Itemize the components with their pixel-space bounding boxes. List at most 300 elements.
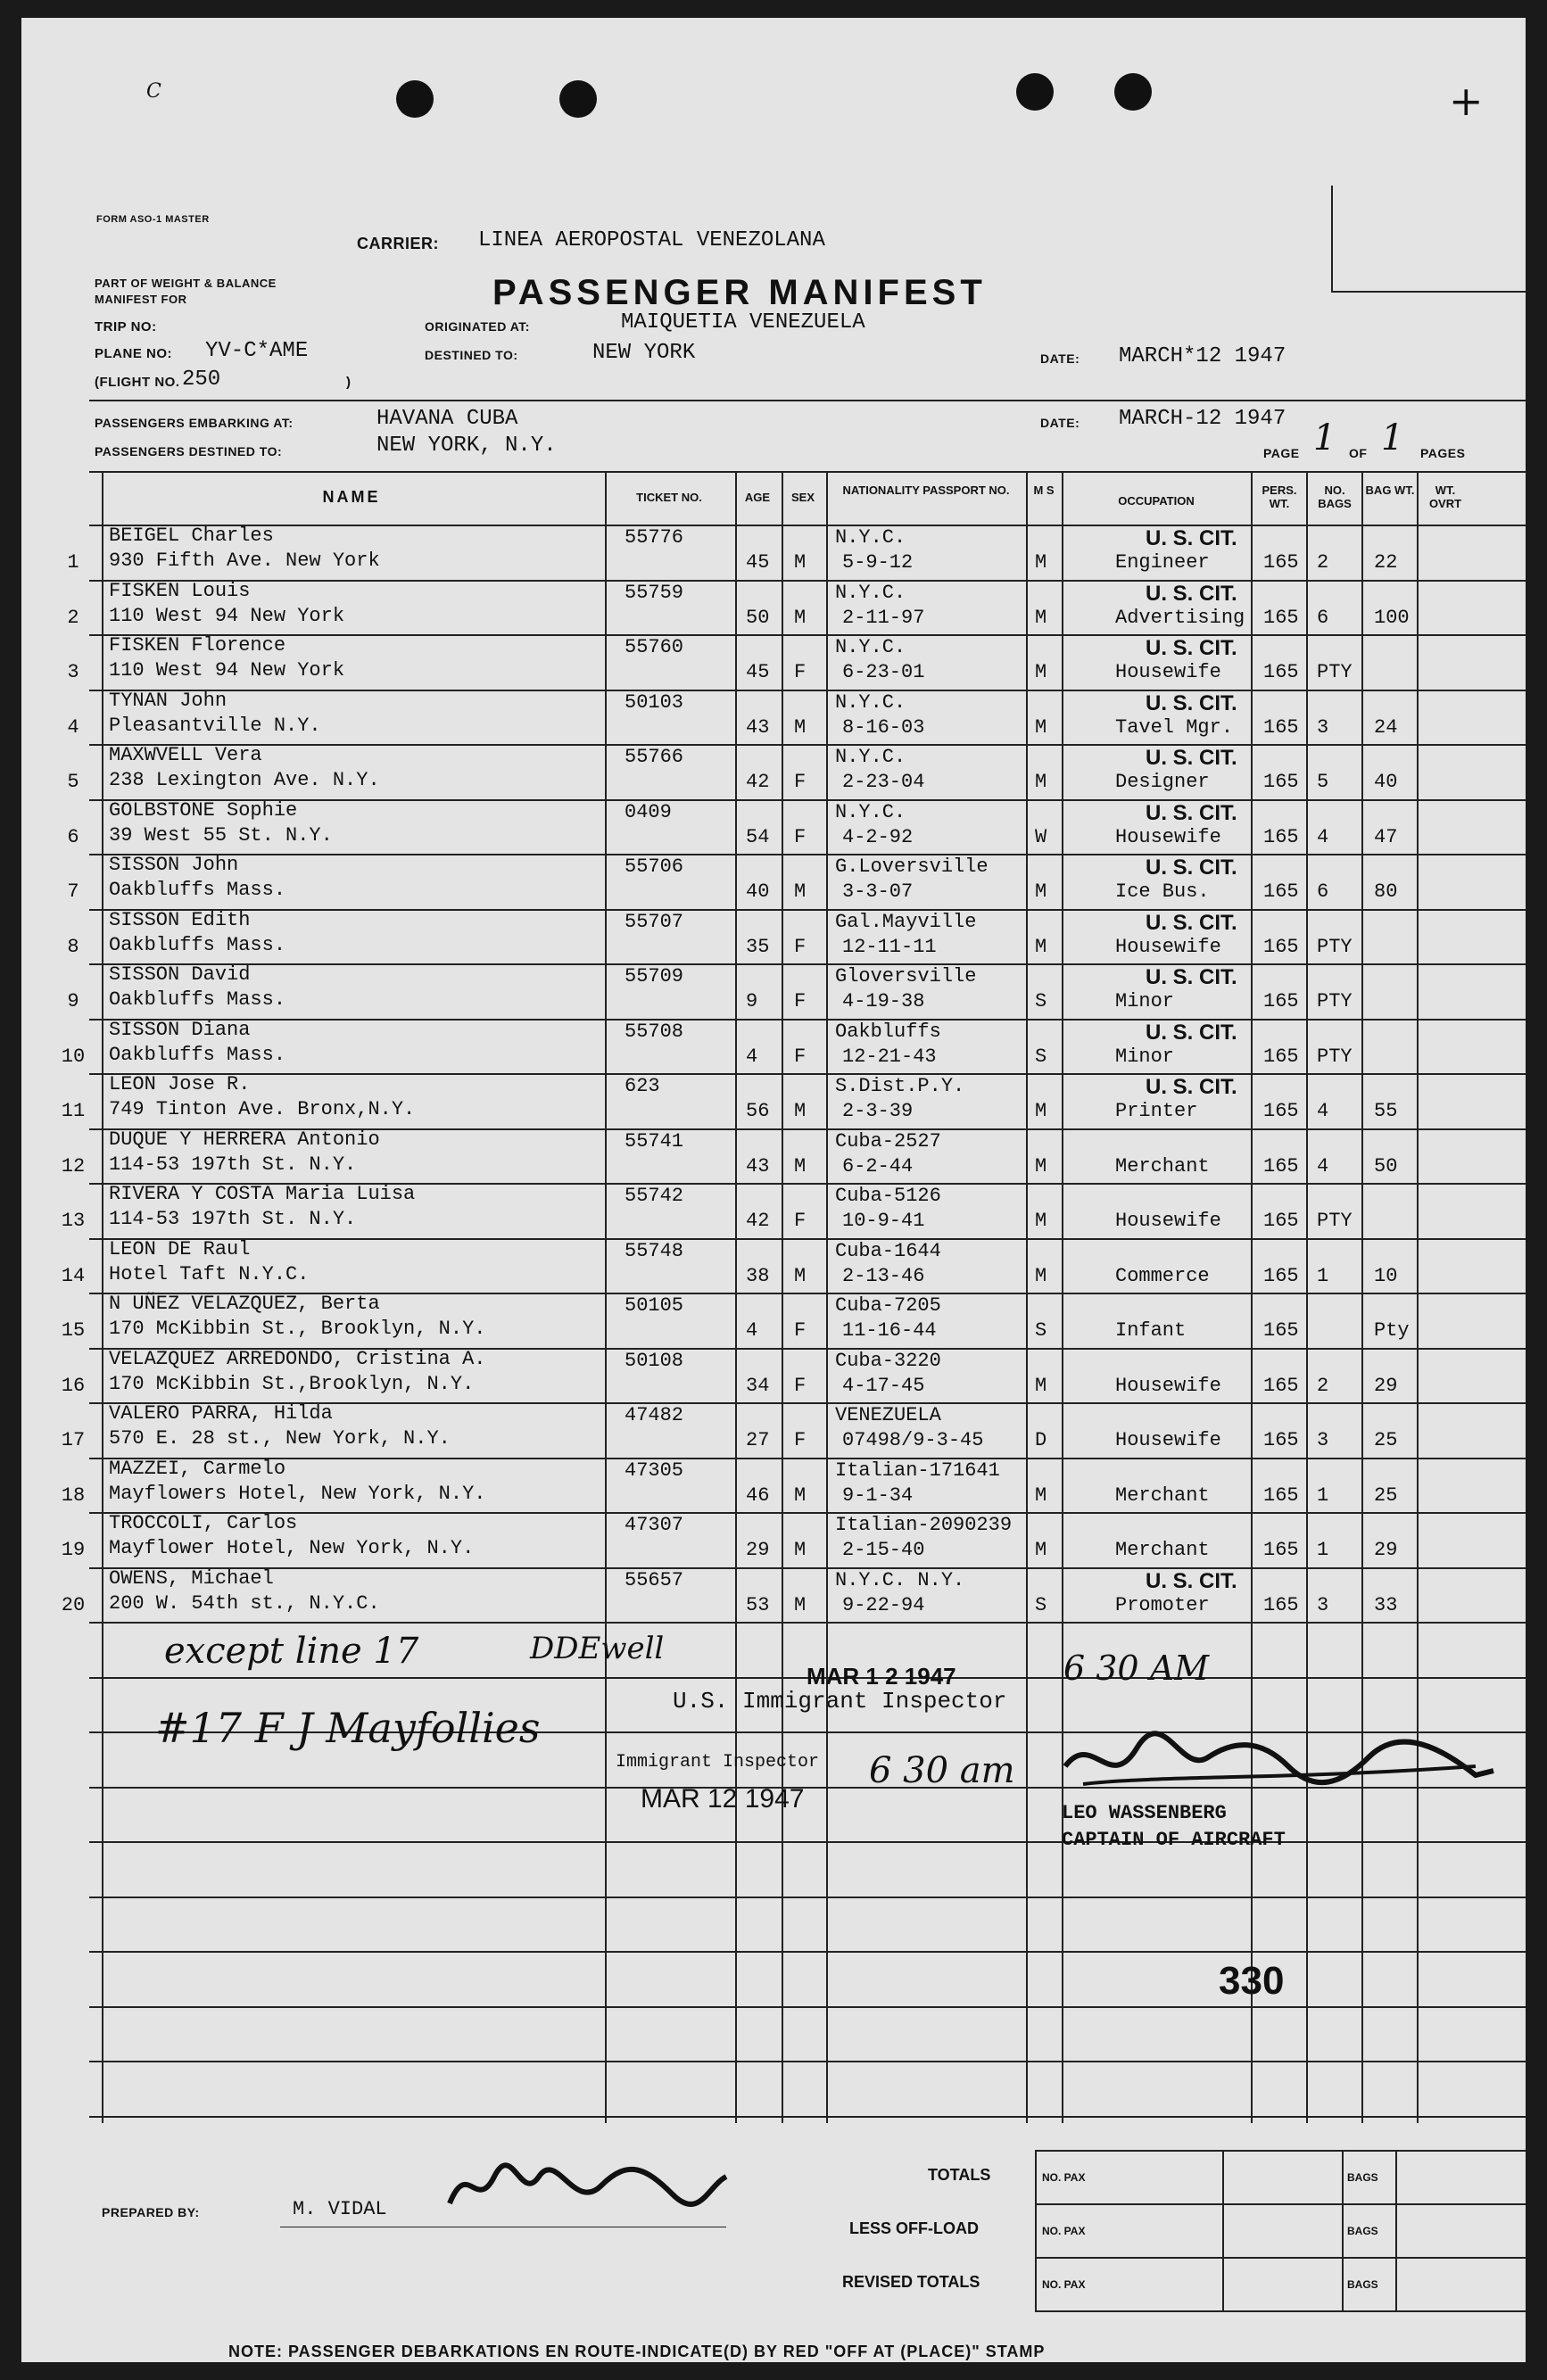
date2-label: DATE: — [1040, 416, 1080, 430]
table-row-rule — [89, 1458, 1526, 1459]
stamp-time: 6 30 AM — [1063, 1649, 1210, 1688]
bag-weight: 25 — [1374, 1484, 1398, 1507]
passenger-name: N UÑEZ VELAZQUEZ, Berta — [109, 1293, 380, 1315]
row-number: 19 — [61, 1539, 86, 1561]
passenger-address: Oakbluffs Mass. — [109, 1044, 286, 1066]
nationality: Italian-171641 — [835, 1459, 1000, 1482]
nationality: Gal.Mayville — [835, 911, 977, 933]
passenger-age: 34 — [746, 1375, 770, 1397]
passenger-age: 4 — [746, 1319, 758, 1342]
passenger-name: RIVERA Y COSTA Maria Luisa — [109, 1183, 416, 1205]
ticket-no: 55766 — [625, 746, 684, 768]
marital-status: M — [1035, 1100, 1047, 1122]
row-number: 1 — [67, 551, 79, 574]
nationality: Cuba-7205 — [835, 1294, 941, 1317]
no-pax-label: NO. PAX — [1042, 2278, 1086, 2291]
passenger-sex: F — [794, 936, 807, 958]
prepared-by: M. VIDAL — [293, 2198, 387, 2220]
page-stamp: 330 — [1219, 1959, 1285, 2003]
bags-label: BAGS — [1347, 2171, 1378, 2184]
occupation: Advertising — [1115, 607, 1245, 629]
passenger-age: 43 — [746, 1155, 770, 1178]
no-bags: 6 — [1317, 607, 1329, 629]
passenger-age: 4 — [746, 1045, 758, 1068]
passenger-sex: M — [794, 1100, 807, 1122]
passport-no: 4-2-92 — [842, 826, 914, 848]
pers-weight: 165 — [1263, 607, 1299, 629]
marital-status: S — [1035, 990, 1047, 1012]
pers-weight: 165 — [1263, 880, 1299, 903]
row-number: 6 — [67, 826, 79, 848]
passenger-address: Mayflower Hotel, New York, N.Y. — [109, 1537, 475, 1559]
nationality: N.Y.C. — [835, 526, 906, 549]
no-bags: PTY — [1317, 1210, 1353, 1232]
ticket-no: 623 — [625, 1075, 660, 1097]
pass-destined-value: NEW YORK, N.Y. — [376, 434, 557, 458]
flight-no-value: 250 — [182, 368, 221, 392]
ticket-no: 55708 — [625, 1021, 684, 1043]
bag-weight: 100 — [1374, 607, 1410, 629]
pers-weight: 165 — [1263, 1539, 1299, 1561]
bag-weight: Pty — [1374, 1319, 1410, 1342]
table-rule — [1361, 471, 1363, 2123]
bags-label: BAGS — [1347, 2225, 1378, 2237]
passenger-sex: F — [794, 1375, 807, 1397]
embarking-value: HAVANA CUBA — [376, 407, 518, 431]
row-number: 12 — [61, 1155, 86, 1178]
passenger-sex: M — [794, 1594, 807, 1616]
passenger-address: 170 McKibbin St.,Brooklyn, N.Y. — [109, 1373, 475, 1395]
occupation: Housewife — [1115, 1375, 1221, 1397]
row-number: 8 — [67, 936, 79, 958]
corner-bracket — [1331, 186, 1333, 293]
plane-no-label: PLANE NO: — [95, 346, 172, 361]
nationality: Cuba-1644 — [835, 1240, 941, 1262]
originated-value: MAIQUETIA VENEZUELA — [621, 310, 865, 335]
passport-no: 9-22-94 — [842, 1594, 925, 1616]
col-header-pers-wt: PERS. WT. — [1262, 483, 1297, 510]
marital-status: D — [1035, 1429, 1047, 1451]
table-rule — [1026, 471, 1028, 2123]
no-bags: 1 — [1317, 1539, 1329, 1561]
page-no-value: 1 — [1313, 417, 1336, 459]
no-pax-label: NO. PAX — [1042, 2171, 1086, 2184]
punch-hole — [1016, 73, 1054, 111]
citizenship-stamp: U. S. CIT. — [1146, 855, 1237, 880]
bag-weight: 24 — [1374, 716, 1398, 739]
passenger-sex: F — [794, 1319, 807, 1342]
destined-label: DESTINED TO: — [425, 348, 518, 362]
col-header-ticket: TICKET NO. — [636, 491, 702, 504]
row-number: 13 — [61, 1210, 86, 1232]
pers-weight: 165 — [1263, 1100, 1299, 1122]
pers-weight: 165 — [1263, 1319, 1299, 1342]
table-row-rule — [89, 2006, 1526, 2008]
pers-weight: 165 — [1263, 936, 1299, 958]
totals-rule — [1035, 2203, 1526, 2205]
nationality: N.Y.C. — [835, 691, 906, 714]
passenger-name: SISSON David — [109, 963, 251, 986]
table-rule — [89, 525, 1526, 526]
occupation: Promoter — [1115, 1594, 1210, 1616]
table-rule — [735, 471, 737, 2123]
passport-no: 2-3-39 — [842, 1100, 914, 1122]
flight-close: ) — [346, 375, 352, 390]
row-number: 4 — [67, 716, 79, 739]
table-row-rule — [89, 854, 1526, 855]
passenger-name: BEIGEL Charles — [109, 525, 274, 547]
passenger-address: 39 West 55 St. N.Y. — [109, 824, 333, 847]
corner-mark: + — [1449, 77, 1484, 125]
marital-status: S — [1035, 1045, 1047, 1068]
bag-weight: 29 — [1374, 1539, 1398, 1561]
table-row-rule — [89, 1897, 1526, 1898]
passenger-name: MAZZEI, Carmelo — [109, 1458, 286, 1480]
table-row-rule — [89, 580, 1526, 582]
nationality: N.Y.C. — [835, 801, 906, 823]
table-row-rule — [89, 1951, 1526, 1953]
passenger-age: 43 — [746, 716, 770, 739]
row-number: 20 — [61, 1594, 86, 1616]
passenger-age: 50 — [746, 607, 770, 629]
col-header-ms: M S — [1033, 483, 1055, 497]
stamp-time2: 6 30 am — [869, 1750, 1015, 1791]
marital-status: M — [1035, 1484, 1047, 1507]
passenger-address: 200 W. 54th st., N.Y.C. — [109, 1592, 380, 1615]
passenger-address: 170 McKibbin St., Brooklyn, N.Y. — [109, 1318, 486, 1340]
marital-status: M — [1035, 936, 1047, 958]
row-number: 18 — [61, 1484, 86, 1507]
passenger-sex: M — [794, 551, 807, 574]
no-bags: 6 — [1317, 880, 1329, 903]
no-bags: 5 — [1317, 771, 1329, 793]
totals-rule — [1035, 2310, 1526, 2312]
totals-label: TOTALS — [928, 2166, 991, 2184]
ticket-no: 47307 — [625, 1514, 684, 1536]
passenger-sex: F — [794, 990, 807, 1012]
no-pax-label: NO. PAX — [1042, 2225, 1086, 2237]
citizenship-stamp: U. S. CIT. — [1146, 1021, 1237, 1045]
passenger-address: 110 West 94 New York — [109, 659, 345, 682]
col-header-name: NAME — [322, 488, 381, 506]
passenger-name: FISKEN Florence — [109, 634, 286, 657]
totals-rule — [1395, 2150, 1397, 2310]
row-number: 7 — [67, 880, 79, 903]
ticket-no: 55759 — [625, 582, 684, 604]
occupation: Commerce — [1115, 1265, 1210, 1287]
no-bags: 3 — [1317, 716, 1329, 739]
passenger-name: LEON Jose R. — [109, 1073, 251, 1095]
totals-rule — [1222, 2150, 1224, 2310]
passport-no: 12-21-43 — [842, 1045, 937, 1068]
page-title: PASSENGER MANIFEST — [492, 273, 987, 312]
part-of-label: PART OF WEIGHT & BALANCE — [95, 277, 277, 290]
passenger-sex: F — [794, 1429, 807, 1451]
citizenship-stamp: U. S. CIT. — [1146, 1075, 1237, 1099]
bag-weight: 80 — [1374, 880, 1398, 903]
occupation: Minor — [1115, 990, 1175, 1012]
passenger-age: 29 — [746, 1539, 770, 1561]
citizenship-stamp: U. S. CIT. — [1146, 1569, 1237, 1593]
passport-no: 2-15-40 — [842, 1539, 925, 1561]
passenger-sex: F — [794, 771, 807, 793]
flight-label: (FLIGHT NO. — [95, 375, 180, 390]
occupation: Merchant — [1115, 1539, 1210, 1561]
passenger-address: 114-53 197th St. N.Y. — [109, 1153, 357, 1176]
no-bags: 2 — [1317, 1375, 1329, 1397]
date2-value: MARCH-12 1947 — [1119, 407, 1286, 431]
passenger-name: DUQUE Y HERRERA Antonio — [109, 1128, 380, 1151]
passenger-address: Oakbluffs Mass. — [109, 879, 286, 901]
table-row-rule — [89, 634, 1526, 636]
captain-signature — [1056, 1713, 1502, 1811]
occupation: Minor — [1115, 1045, 1175, 1068]
passport-no: 2-11-97 — [842, 607, 925, 629]
captain-title: CAPTAIN OF AIRCRAFT — [1062, 1829, 1286, 1851]
row-number: 11 — [61, 1100, 86, 1122]
no-bags: 3 — [1317, 1594, 1329, 1616]
page-label: PAGE — [1263, 446, 1300, 460]
table-row-rule — [89, 744, 1526, 746]
table-rule — [1306, 471, 1308, 2123]
passport-no: 4-17-45 — [842, 1375, 925, 1397]
pers-weight: 165 — [1263, 1210, 1299, 1232]
passenger-sex: F — [794, 1210, 807, 1232]
occupation: Tavel Mgr. — [1115, 716, 1234, 739]
passenger-address: 110 West 94 New York — [109, 605, 345, 627]
passenger-age: 9 — [746, 990, 758, 1012]
table-row-rule — [89, 1019, 1526, 1021]
embarking-label: PASSENGERS EMBARKING AT: — [95, 416, 294, 430]
passenger-address: Mayflowers Hotel, New York, N.Y. — [109, 1483, 486, 1505]
bag-weight: 29 — [1374, 1375, 1398, 1397]
no-bags: PTY — [1317, 936, 1353, 958]
marital-status: M — [1035, 551, 1047, 574]
stamp-date: MAR 1 2 1947 — [807, 1663, 956, 1690]
preparer-signature — [441, 2141, 744, 2230]
nationality: Cuba-3220 — [835, 1350, 941, 1372]
passport-no: 2-13-46 — [842, 1265, 925, 1287]
destined-value: NEW YORK — [592, 341, 696, 365]
row-number: 2 — [67, 607, 79, 629]
occupation: Printer — [1115, 1100, 1198, 1122]
passport-no: 8-16-03 — [842, 716, 925, 739]
nationality: Cuba-2527 — [835, 1130, 941, 1153]
passenger-age: 56 — [746, 1100, 770, 1122]
passenger-name: VELAZQUEZ ARREDONDO, Cristina A. — [109, 1348, 486, 1370]
row-number: 3 — [67, 661, 79, 683]
passenger-address: 930 Fifth Ave. New York — [109, 550, 380, 572]
date1-label: DATE: — [1040, 351, 1080, 366]
ticket-no: 47482 — [625, 1404, 684, 1426]
nationality: G.Loversville — [835, 855, 989, 878]
ticket-no: 47305 — [625, 1459, 684, 1482]
pers-weight: 165 — [1263, 1265, 1299, 1287]
prepared-label: PREPARED BY: — [102, 2205, 200, 2219]
passport-no: 6-23-01 — [842, 661, 925, 683]
passport-no: 12-11-11 — [842, 936, 937, 958]
citizenship-stamp: U. S. CIT. — [1146, 965, 1237, 989]
pers-weight: 165 — [1263, 661, 1299, 683]
no-bags: PTY — [1317, 1045, 1353, 1068]
no-bags: 4 — [1317, 1155, 1329, 1178]
no-bags: PTY — [1317, 661, 1353, 683]
carrier-label: CARRIER: — [357, 235, 439, 252]
bags-label: BAGS — [1347, 2278, 1378, 2291]
passenger-name: SISSON John — [109, 854, 239, 876]
less-offload-label: LESS OFF-LOAD — [849, 2219, 979, 2237]
table-row-rule — [89, 909, 1526, 911]
occupation: Merchant — [1115, 1484, 1210, 1507]
passport-no: 4-19-38 — [842, 990, 925, 1012]
marital-status: M — [1035, 1375, 1047, 1397]
date1-value: MARCH*12 1947 — [1119, 344, 1286, 368]
passenger-address: 749 Tinton Ave. Bronx,N.Y. — [109, 1098, 416, 1120]
passenger-sex: F — [794, 1045, 807, 1068]
table-row-rule — [89, 799, 1526, 801]
of-label: OF — [1349, 446, 1368, 460]
passenger-age: 40 — [746, 880, 770, 903]
passenger-sex: M — [794, 1484, 807, 1507]
captain-name: LEO WASSENBERG — [1062, 1802, 1227, 1824]
ticket-no: 50105 — [625, 1294, 684, 1317]
row-number: 5 — [67, 771, 79, 793]
passenger-name: VALERO PARRA, Hilda — [109, 1402, 333, 1425]
nationality: S.Dist.P.Y. — [835, 1075, 965, 1097]
passenger-age: 45 — [746, 661, 770, 683]
passenger-address: Oakbluffs Mass. — [109, 988, 286, 1011]
bag-weight: 50 — [1374, 1155, 1398, 1178]
passenger-sex: F — [794, 826, 807, 848]
bottom-note: NOTE: PASSENGER DEBARKATIONS EN ROUTE-INDICATE(D) BY RED "OFF AT (PLACE)" STAMP — [228, 2343, 1046, 2360]
carrier-value: LINEA AEROPOSTAL VENEZOLANA — [478, 228, 825, 252]
bag-weight: 40 — [1374, 771, 1398, 793]
row-number: 16 — [61, 1375, 86, 1397]
bag-weight: 10 — [1374, 1265, 1398, 1287]
passport-no: 2-23-04 — [842, 771, 925, 793]
occupation: Merchant — [1115, 1155, 1210, 1178]
manifest-for-label: MANIFEST FOR — [95, 293, 187, 306]
marital-status: W — [1035, 826, 1047, 848]
originated-label: ORIGINATED AT: — [425, 319, 530, 334]
ticket-no: 55748 — [625, 1240, 684, 1262]
row-number: 10 — [61, 1045, 86, 1068]
row-number: 15 — [61, 1319, 86, 1342]
col-header-nationality: NATIONALITY PASSPORT NO. — [842, 483, 1010, 497]
manifest-sheet — [21, 18, 1526, 2362]
passenger-age: 42 — [746, 771, 770, 793]
trip-no-label: TRIP NO: — [95, 319, 157, 335]
citizenship-stamp: U. S. CIT. — [1146, 691, 1237, 715]
page-total-value: 1 — [1381, 417, 1404, 459]
citizenship-stamp: U. S. CIT. — [1146, 526, 1237, 550]
marital-status: M — [1035, 1155, 1047, 1178]
citizenship-stamp: U. S. CIT. — [1146, 582, 1237, 606]
pers-weight: 165 — [1263, 1155, 1299, 1178]
nationality: VENEZUELA — [835, 1404, 941, 1426]
table-rule — [782, 471, 783, 2123]
pers-weight: 165 — [1263, 990, 1299, 1012]
occupation: Housewife — [1115, 1210, 1221, 1232]
pers-weight: 165 — [1263, 771, 1299, 793]
table-rule — [1417, 471, 1419, 2123]
passenger-age: 54 — [746, 826, 770, 848]
col-header-sex: SEX — [790, 491, 815, 504]
passenger-sex: F — [794, 661, 807, 683]
marital-status: S — [1035, 1319, 1047, 1342]
row-number: 9 — [67, 990, 79, 1012]
nationality: Italian-2090239 — [835, 1514, 1013, 1536]
passenger-sex: M — [794, 1155, 807, 1178]
ticket-no: 50103 — [625, 691, 684, 714]
except-note: except line 17 — [164, 1631, 419, 1672]
table-row-rule — [89, 690, 1526, 691]
ticket-no: 55741 — [625, 1130, 684, 1153]
pers-weight: 165 — [1263, 1484, 1299, 1507]
occupation: Ice Bus. — [1115, 880, 1210, 903]
form-code: FORM ASO-1 MASTER — [96, 214, 210, 225]
passenger-name: TROCCOLI, Carlos — [109, 1512, 298, 1534]
passenger-sex: M — [794, 607, 807, 629]
passenger-name: MAXWVELL Vera — [109, 744, 262, 766]
totals-rule — [1035, 2150, 1526, 2152]
table-row-rule — [89, 1073, 1526, 1075]
citizenship-stamp: U. S. CIT. — [1146, 746, 1237, 770]
revised-totals-label: REVISED TOTALS — [842, 2273, 980, 2291]
table-rule — [826, 471, 828, 2123]
nationality: N.Y.C. — [835, 746, 906, 768]
pers-weight: 165 — [1263, 1429, 1299, 1451]
marital-status: M — [1035, 661, 1047, 683]
table-row-rule — [89, 1622, 1526, 1624]
passenger-address: Hotel Taft N.Y.C. — [109, 1263, 310, 1285]
punch-hole — [559, 80, 597, 118]
col-header-occupation: OCCUPATION — [1118, 494, 1195, 508]
table-row-rule — [89, 1238, 1526, 1240]
marital-status: M — [1035, 1265, 1047, 1287]
passenger-name: GOLBSTONE Sophie — [109, 799, 298, 822]
table-rule — [605, 471, 607, 2123]
punch-hole — [1114, 73, 1152, 111]
passport-no: 10-9-41 — [842, 1210, 925, 1232]
plane-no-value: YV-C*AME — [205, 339, 309, 363]
passenger-sex: M — [794, 716, 807, 739]
citizenship-stamp: U. S. CIT. — [1146, 911, 1237, 935]
inspector-label: U.S. Immigrant Inspector — [673, 1688, 1007, 1715]
passenger-sex: M — [794, 1539, 807, 1561]
marital-status: S — [1035, 1594, 1047, 1616]
occupation: Engineer — [1115, 551, 1210, 574]
passport-no: 5-9-12 — [842, 551, 914, 574]
marital-status: M — [1035, 880, 1047, 903]
nationality: Cuba-5126 — [835, 1185, 941, 1207]
passport-no: 3-3-07 — [842, 880, 914, 903]
passenger-age: 46 — [746, 1484, 770, 1507]
passport-no: 11-16-44 — [842, 1319, 937, 1342]
passenger-name: SISSON Edith — [109, 909, 251, 931]
table-rule — [1251, 471, 1253, 2123]
no-bags: 2 — [1317, 551, 1329, 574]
pages-label: PAGES — [1420, 446, 1466, 460]
totals-rule — [1342, 2150, 1344, 2310]
bag-weight: 25 — [1374, 1429, 1398, 1451]
passport-no: 6-2-44 — [842, 1155, 914, 1178]
ticket-no: 55776 — [625, 526, 684, 549]
no-bags: 1 — [1317, 1265, 1329, 1287]
row-number: 17 — [61, 1429, 86, 1451]
marital-status: M — [1035, 607, 1047, 629]
ticket-no: 55706 — [625, 855, 684, 878]
